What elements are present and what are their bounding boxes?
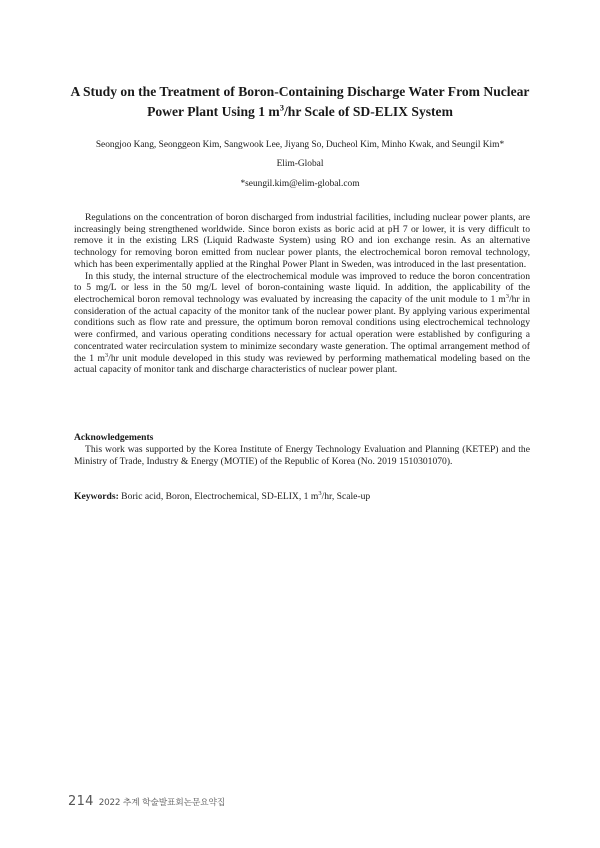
page-number: 214 bbox=[68, 794, 94, 809]
page-footer bbox=[68, 790, 225, 809]
paper-title bbox=[60, 82, 540, 121]
keywords-line bbox=[74, 491, 530, 503]
title-text-part2: /hr Scale of SD-ELIX System bbox=[284, 103, 453, 119]
keywords-text-1: Boric acid, Boron, Electrochemical, SD-ELIX, 1 m bbox=[118, 491, 319, 502]
corresponding-email: *seungil.kim@elim-global.com bbox=[240, 179, 360, 189]
keywords-superscript: 3 bbox=[318, 489, 322, 497]
abstract-p2-superscript-2: 3 bbox=[104, 351, 109, 359]
abstract-p2-superscript-1: 3 bbox=[505, 292, 509, 300]
keywords-text-2: /hr, Scale-up bbox=[321, 491, 371, 502]
abstract-p2-text-1: In this study, the internal structure of the electrochemical module was improved to reduce the boron concentration to 5 mg/L or less in the 50 mg/L level of boron-containing waste liquid. In addition, the applicability of the electrochemical boron removal technology was evaluated by increasing the capacity of the unit module to 1 m bbox=[74, 270, 530, 306]
abstract-body bbox=[74, 212, 530, 376]
conference-name: 2022 추계 학술발표회논문요약집 bbox=[98, 798, 226, 808]
acknowledgements-text: This work was supported by the Korea Institute of Energy Technology Evaluation and Planning (KETEP) and the Ministry of Trade, Industry & Energy (MOTIE) of the Republic of Korea (No. 2019 1510301070). bbox=[74, 444, 530, 467]
acknowledgements-heading: Acknowledgements bbox=[74, 432, 154, 443]
abstract-paragraph-2 bbox=[74, 271, 530, 376]
author-list: Seongjoo Kang, Seonggeon Kim, Sangwook Lee, Jiyang So, Ducheol Kim, Minho Kwak, and Seungil Kim* bbox=[95, 140, 505, 150]
abstract-p2-text-3: /hr unit module developed in this study was reviewed by performing mathematical modeling based on the actual capacity of monitor tank and discharge characteristics of nuclear power plant. bbox=[74, 352, 530, 376]
title-text-part1: A Study on the Treatment of Boron-Containing Discharge Water From Nuclear Power Plant Using 1 m bbox=[70, 84, 530, 119]
acknowledgements-body bbox=[74, 444, 530, 467]
abstract-paragraph-1: Regulations on the concentration of boron discharged from industrial facilities, including nuclear power plants, are increasingly being strengthened worldwide. Since boron exists as boric acid at pH 7 or lower, it is very difficult to remove it in the existing LRS (Liquid Radwaste System) using RO and ion exchange resin. As an alternative technology for removing boron emitted from nuclear power plants, the electrochemical boron removal technology, which has been experimentally applied at the Ringhal Power Plant in Sweden, was introduced in the last presentation. bbox=[74, 212, 530, 270]
title-superscript: 3 bbox=[279, 101, 284, 112]
affiliation: Elim-Global bbox=[276, 159, 324, 169]
keywords-label: Keywords: bbox=[74, 491, 119, 502]
abstract-p2-text-2: /hr in consideration of the actual capacity of the monitor tank of the nuclear power plant. By applying various experimental conditions such as flow rate and pressure, the optimum boron removal conditions using electrochemical technology were confirmed, and various operating conditions necessary for actual operation were established by configuring a concentrated water recirculation system to minimize secondary waste generation. The optimal arrangement method of the 1 m bbox=[74, 294, 530, 364]
